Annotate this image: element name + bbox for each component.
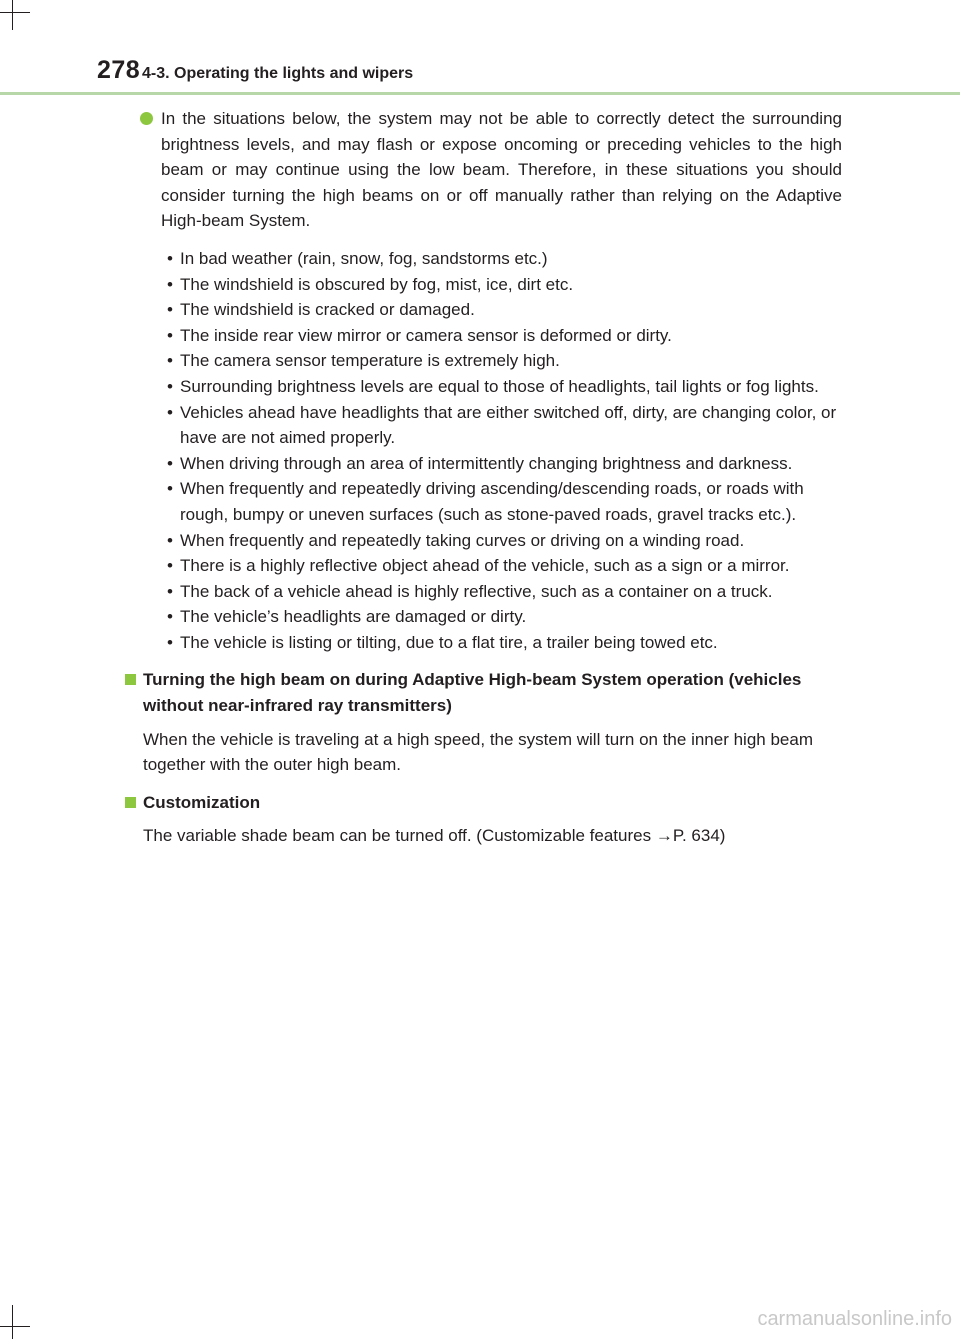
page-content	[140, 106, 842, 849]
circle-bullet-icon	[140, 112, 153, 125]
list-item	[167, 528, 842, 554]
list-item	[167, 348, 842, 374]
crop-mark-top-left-v	[12, 0, 13, 30]
square-bullet-icon	[125, 674, 136, 685]
bullet-dot-icon: •	[167, 351, 173, 371]
list-item	[167, 630, 842, 656]
list-item-text: The vehicle is listing or tilting, due to a flat tire, a trailer being towed etc.	[180, 632, 718, 652]
square-bullet-icon	[125, 797, 136, 808]
page-header	[97, 56, 917, 90]
bullet-dot-icon: •	[167, 479, 173, 499]
list-item-text: The windshield is obscured by fog, mist, ice, dirt etc.	[180, 274, 574, 294]
list-item	[167, 400, 842, 451]
bullet-dot-icon: •	[167, 607, 173, 627]
header-rule	[0, 92, 960, 95]
page-number: 278	[97, 56, 141, 84]
list-item-text: The back of a vehicle ahead is highly reflective, such as a container on a truck.	[180, 581, 773, 601]
bullet-dot-icon: •	[167, 376, 173, 396]
sections	[140, 667, 842, 849]
crop-mark-bottom-left-v	[12, 1305, 13, 1339]
section-body: The variable shade beam can be turned off. (Customizable features →P. 634)	[143, 826, 726, 846]
list-item	[167, 246, 842, 272]
list-item-text: When frequently and repeatedly driving ascending/descending roads, or roads with rough, bumpy or uneven surfaces (such as stone-paved roads, gravel tracks etc.).	[180, 479, 804, 524]
bullet-dot-icon: •	[167, 325, 173, 345]
crop-mark-bottom-left-h	[0, 1326, 30, 1327]
watermark: carmanualsonline.info	[757, 1308, 952, 1330]
bullet-dot-icon: •	[167, 556, 173, 576]
bullet-dot-icon: •	[167, 402, 173, 422]
intro-text: In the situations below, the system may not be able to correctly detect the surrounding brightness levels, and may flash or expose oncoming or preceding vehicles to the high beam or may continue using the low beam. Therefore, in these situations you should consider turning the high beams on or off manually rather than relying on the Adaptive High-beam System.	[161, 109, 842, 231]
list-item	[167, 297, 842, 323]
situation-list	[167, 246, 842, 656]
list-item-text: Surrounding brightness levels are equal to those of headlights, tail lights or fog lights.	[180, 376, 819, 396]
list-item	[167, 451, 842, 477]
list-item-text: There is a highly reflective object ahead of the vehicle, such as a sign or a mirror.	[180, 556, 790, 576]
bullet-dot-icon: •	[167, 530, 173, 550]
bullet-dot-icon: •	[167, 300, 173, 320]
list-item	[167, 476, 842, 527]
list-item-text: The vehicle’s headlights are damaged or dirty.	[180, 607, 527, 627]
section-body: When the vehicle is traveling at a high speed, the system will turn on the inner high beam together with the outer high beam.	[143, 729, 813, 775]
list-item-text: In bad weather (rain, snow, fog, sandstorms etc.)	[180, 248, 548, 268]
list-item-text: When driving through an area of intermittently changing brightness and darkness.	[180, 453, 793, 473]
section-heading-text: Customization	[143, 792, 261, 812]
list-item-text: The camera sensor temperature is extremely high.	[180, 351, 560, 371]
bullet-dot-icon: •	[167, 453, 173, 473]
intro-paragraph	[140, 106, 842, 234]
crop-mark-top-left-h	[0, 12, 30, 13]
bullet-dot-icon: •	[167, 274, 173, 294]
list-item-text: Vehicles ahead have headlights that are either switched off, dirty, are changing color, or have are not aimed properly.	[180, 402, 837, 448]
list-item	[167, 323, 842, 349]
list-item-text: The inside rear view mirror or camera sensor is deformed or dirty.	[180, 325, 672, 345]
section-title: 4-3. Operating the lights and wipers	[142, 65, 414, 82]
list-item	[167, 272, 842, 298]
section-heading	[140, 667, 842, 718]
list-item	[167, 579, 842, 605]
list-item-text: The windshield is cracked or damaged.	[180, 300, 475, 320]
bullet-dot-icon: •	[167, 581, 173, 601]
section-heading	[140, 790, 842, 816]
list-item	[167, 553, 842, 579]
bullet-dot-icon: •	[167, 248, 173, 268]
list-item-text: When frequently and repeatedly taking curves or driving on a winding road.	[180, 530, 745, 550]
section-heading-text: Turning the high beam on during Adaptive High-beam System operation (vehicles without near-infrared ray transmitters)	[143, 670, 802, 716]
list-item	[167, 604, 842, 630]
bullet-dot-icon: •	[167, 632, 173, 652]
list-item	[167, 374, 842, 400]
